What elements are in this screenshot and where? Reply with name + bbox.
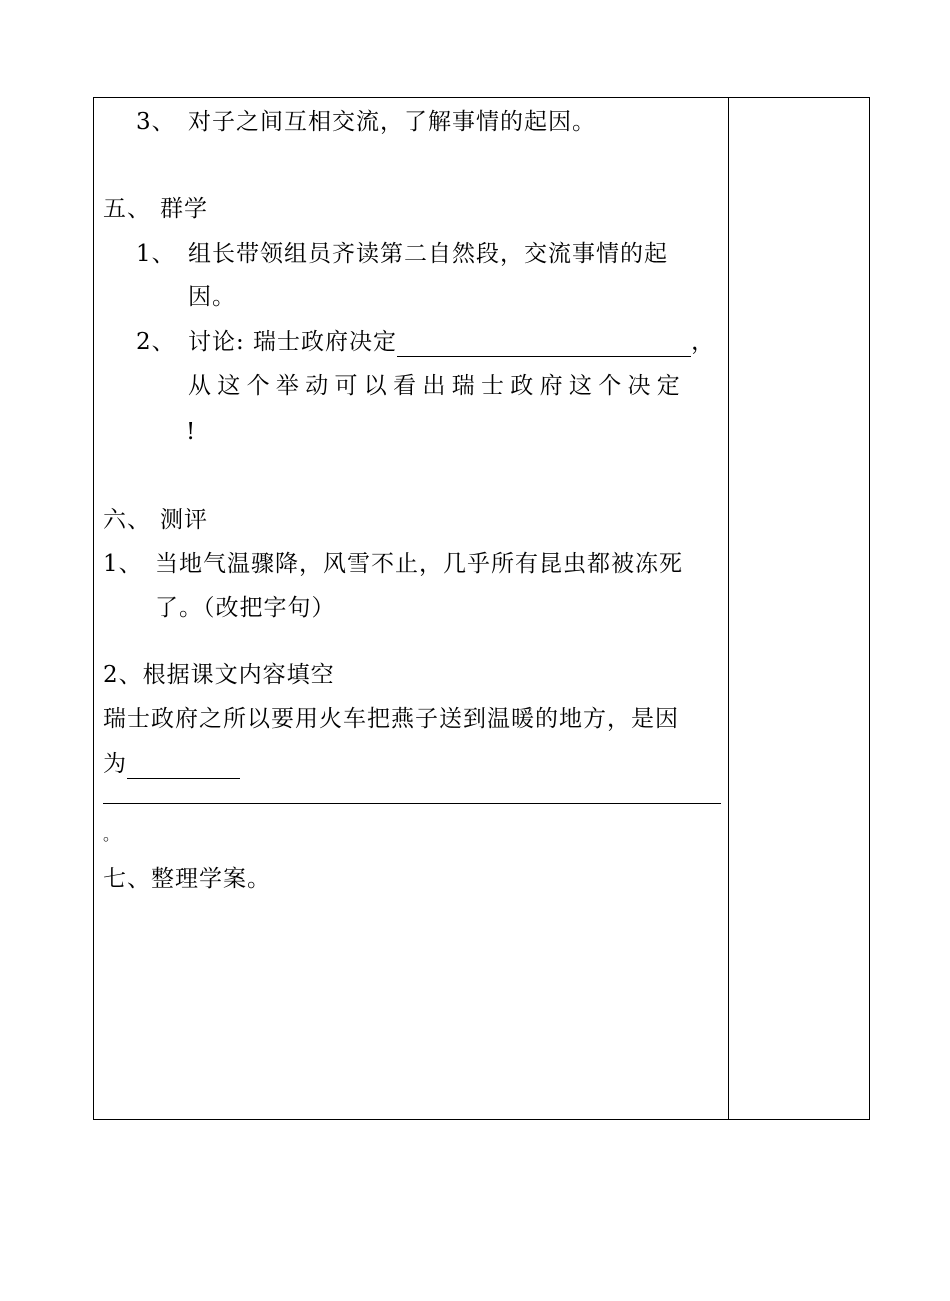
section6-q1-line2: 了。（改把字句） (155, 595, 336, 621)
section5-item2-line3: ! (186, 419, 197, 445)
section6-q2-line2 (103, 749, 240, 779)
column-divider (728, 98, 729, 1119)
fill-blank-decision[interactable] (397, 332, 691, 357)
section6-q1-line1: 当地气温骤降，风雪不止，几乎所有昆虫都被冻死 (155, 551, 683, 577)
section5-item1-number: 1、 (136, 241, 176, 267)
section6-q2-end: 。 (103, 825, 121, 844)
section7-text: 七、整理学案。 (103, 866, 271, 892)
section6-q2-line2-prefix: 为 (103, 751, 127, 777)
section4-item3-number: 3、 (136, 109, 176, 135)
section5-item2-suffix: ， (691, 329, 716, 355)
section6-heading-number: 六、 (103, 507, 151, 533)
section5-item2-line1 (188, 327, 715, 357)
section6-q2-line1: 瑞士政府之所以要用火车把燕子送到温暖的地方，是因 (103, 706, 679, 732)
fill-blank-reason-long[interactable] (103, 803, 721, 804)
section5-item2-line2: 从这个举动可以看出瑞士政府这个决定 (188, 373, 687, 399)
section6-q1-number: 1、 (103, 551, 143, 577)
section6-q2-title: 2、根据课文内容填空 (103, 662, 335, 688)
section5-item2-number: 2、 (136, 329, 176, 355)
section5-item1-line2: 因。 (188, 284, 236, 310)
section6-heading: 测评 (160, 507, 208, 533)
section5-heading: 群学 (160, 196, 208, 222)
section5-item2-prefix: 讨论: 瑞士政府决定 (188, 329, 398, 355)
section4-item3-text: 对子之间互相交流，了解事情的起因。 (188, 109, 596, 135)
section5-heading-number: 五、 (103, 196, 151, 222)
section5-item1-line1: 组长带领组员齐读第二自然段，交流事情的起 (188, 241, 668, 267)
fill-blank-reason-short[interactable] (127, 754, 240, 779)
